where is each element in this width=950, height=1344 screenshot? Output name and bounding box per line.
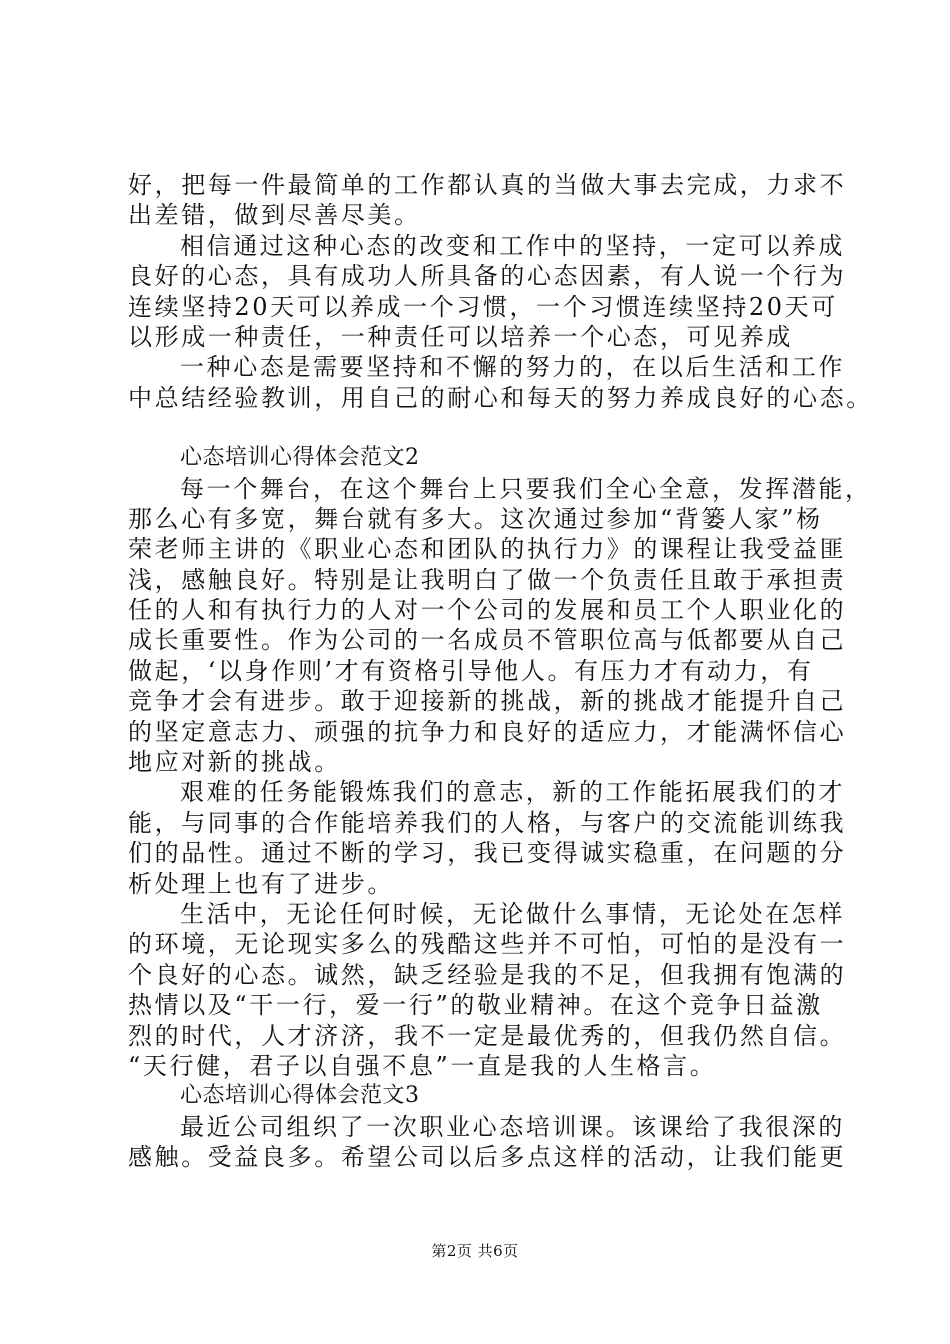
text-line: 的坚定意志力、顽强的抗争力和良好的适应力，才能满怀信心 [128,717,847,746]
text-line: 以形成一种责任，一种责任可以培养一个心态，可见养成 [128,322,793,351]
text-line: 烈的时代，人才济济，我不一定是最优秀的，但我仍然自信。 [128,1021,847,1050]
text-line: 浅，感触良好。特别是让我明白了做一个负责任且敢于承担责 [128,565,847,594]
text-line: 中总结经验教训，用自己的耐心和每天的努力养成良好的心态。 [128,383,873,412]
text-line: 良好的心态，具有成功人所具备的心态因素，有人说一个行为 [128,262,847,291]
section-heading: 心态培训心得体会范文3 [180,1083,420,1109]
text-line: 能，与同事的合作能培养我们的人格，与客户的交流能训练我 [128,808,847,837]
text-line: 荣老师主讲的《职业心态和团队的执行力》的课程让我受益匪 [128,535,847,564]
text-line: 析处理上也有了进步。 [128,869,394,898]
section-gap [128,413,828,443]
text-line: 成长重要性。作为公司的一名成员不管职位高与低都要从自己 [128,626,847,655]
text-line: 任的人和有执行力的人对一个公司的发展和员工个人职业化的 [128,596,847,625]
text-line: 连续坚持20天可以养成一个习惯，一个习惯连续坚持20天可 [128,292,838,321]
document-body [128,170,873,1173]
paragraph-start-line: 最近公司组织了一次职业心态培训课。该课给了我很深的 [180,1112,845,1141]
text-line: 好，把每一件最简单的工作都认真的当做大事去完成，力求不 [128,171,847,199]
paragraph-start-line: 艰难的任务能锻炼我们的意志，新的工作能拓展我们的才 [180,778,845,807]
section-heading: 心态培训心得体会范文2 [180,445,420,471]
paragraph-start-line: 生活中，无论任何时候，无论做什么事情，无论处在怎样 [180,899,845,928]
text-line: 出差错，做到尽善尽美。 [128,201,421,230]
paragraph-start-line: 相信通过这种心态的改变和工作中的坚持，一定可以养成 [180,231,845,260]
text-line: 做起，‘以身作则’才有资格引导他人。有压力才有动力，有 [128,656,814,685]
text-line: 热情以及“干一行，爱一行”的敬业精神。在这个竞争日益激 [128,991,823,1020]
text-line: 竞争才会有进步。敢于迎接新的挑战，新的挑战才能提升自己 [128,687,847,716]
text-line: 地应对新的挑战。 [128,748,341,777]
paragraph-start-line: 每一个舞台，在这个舞台上只要我们全心全意，发挥潜能， [180,474,872,503]
text-line: 个良好的心态。诚然，缺乏经验是我的不足，但我拥有饱满的 [128,960,847,989]
text-line: 感触。受益良多。希望公司以后多点这样的活动，让我们能更 [128,1143,847,1172]
text-line: 们的品性。通过不断的学习，我已变得诚实稳重，在问题的分 [128,839,847,868]
paragraph-start-line: 一种心态是需要坚持和不懈的努力的，在以后生活和工作 [180,353,845,382]
text-line: 那么心有多宽，舞台就有多大。这次通过参加“背篓人家”杨 [128,504,823,533]
page-number-footer: 第2页 共6页 [431,1242,519,1260]
text-line: “天行健，君子以自强不息”一直是我的人生格言。 [128,1051,717,1080]
text-line: 的环境，无论现实多么的残酷这些并不可怕，可怕的是没有一 [128,930,847,959]
